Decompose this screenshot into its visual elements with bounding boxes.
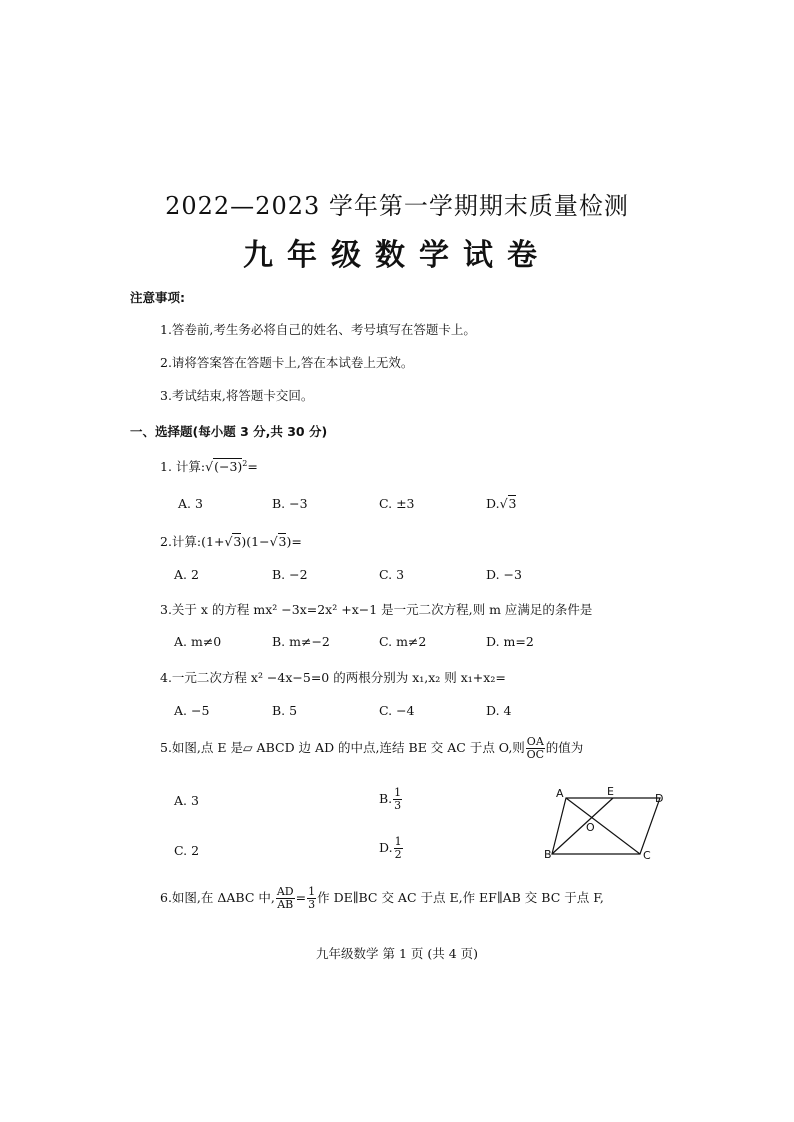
q2-option-d: D. −3: [486, 567, 522, 582]
q5-option-d: [379, 836, 404, 861]
label-o: O: [586, 821, 595, 834]
q3-option-b: B. m≠−2: [272, 634, 330, 649]
q2-root-1: 3: [233, 534, 242, 549]
q1-option-a: A. 3: [178, 496, 203, 511]
q1-option-b: B. −3: [272, 496, 308, 511]
label-c: C: [643, 849, 651, 862]
question-5: [160, 736, 583, 761]
q5-option-b-label: B.: [379, 791, 393, 806]
parallelogram-shape: [552, 798, 660, 854]
question-1: [160, 457, 258, 475]
q5-option-b-frac: [393, 787, 402, 812]
q5-option-c: C. 2: [174, 843, 200, 858]
notice-item-1: 1.答卷前,考生务必将自己的姓名、考号填写在答题卡上。: [160, 322, 476, 337]
q5-prefix: 5.如图,点 E 是▱ ABCD 边 AD 的中点,连结 BE 交 AC 于点 O,则: [160, 740, 525, 755]
frac-den: 3: [308, 898, 316, 911]
q3-option-d: D. m=2: [486, 634, 534, 649]
q1-radicand: (−3): [214, 459, 243, 474]
exam-subject-title: 九年级数学试卷: [243, 238, 551, 273]
q4-option-c: C. −4: [379, 703, 415, 718]
notice-item-2: 2.请将答案答在答题卡上,答在本试卷上无效。: [160, 355, 414, 370]
sqrt-sign: √: [499, 496, 508, 511]
q2-suffix: )=: [286, 534, 302, 549]
question-2: [160, 532, 302, 550]
q5-option-a: A. 3: [174, 793, 199, 808]
q6-prefix: 6.如图,在 ΔABC 中,: [160, 890, 275, 905]
sqrt-sign: √: [269, 534, 278, 549]
sqrt-sign: √: [224, 534, 233, 549]
label-e: E: [607, 785, 614, 798]
q2-option-b: B. −2: [272, 567, 308, 582]
q6-suffix: 作 DE∥BC 交 AC 于点 E,作 EF∥AB 交 BC 于点 F,: [317, 890, 604, 905]
q1-option-d-root: 3: [508, 496, 517, 511]
frac-num: 1: [394, 835, 402, 848]
label-d: D: [655, 792, 664, 805]
frac-den: 2: [394, 848, 402, 861]
q4-option-b: B. 5: [272, 703, 298, 718]
frac-num: 1: [308, 885, 316, 898]
label-b: B: [544, 848, 552, 861]
q1-exponent: 2: [242, 458, 248, 468]
q5-option-b: [379, 787, 403, 812]
question-6: [160, 886, 604, 911]
q3-option-a: A. m≠0: [174, 634, 222, 649]
q2-prefix: 2.计算:(1+: [160, 534, 225, 549]
q1-option-d-label: D.: [486, 496, 500, 511]
q2-option-c: C. 3: [379, 567, 405, 582]
q2-option-a: A. 2: [174, 567, 199, 582]
parallelogram-figure: [540, 784, 675, 864]
q1-option-d: [486, 496, 516, 511]
frac-den: 3: [394, 799, 402, 812]
label-a: A: [556, 787, 564, 800]
notice-item-3: 3.考试结束,将答题卡交回。: [160, 388, 314, 403]
question-3: 3.关于 x 的方程 mx² −3x=2x² +x−1 是一元二次方程,则 m 应满足的条件是: [160, 602, 593, 617]
q5-frac-den: OC: [526, 748, 544, 761]
q5-option-d-label: D.: [379, 840, 393, 855]
q6-fraction-1: [276, 886, 295, 911]
q5-fraction: [526, 736, 545, 761]
section-heading: 一、选择题(每小题 3 分,共 30 分): [130, 424, 328, 439]
q6-fraction-2: [307, 886, 316, 911]
q1-suffix: =: [247, 459, 258, 474]
q1-prefix: 1. 计算:: [160, 459, 206, 474]
frac-num: 1: [394, 786, 402, 799]
notice-heading: 注意事项:: [130, 290, 185, 305]
sqrt-sign: √: [205, 459, 214, 474]
frac-den: AB: [277, 898, 294, 911]
q4-option-d: D. 4: [486, 703, 512, 718]
q5-frac-num: OA: [526, 735, 544, 748]
exam-period-title: 2022—2023 学年第一学期期末质量检测: [165, 192, 629, 220]
q6-equals: =: [295, 890, 307, 905]
q2-root-2: 3: [278, 534, 287, 549]
frac-num: AD: [276, 885, 294, 898]
q3-option-c: C. m≠2: [379, 634, 427, 649]
q2-mid: )(1−: [241, 534, 270, 549]
question-4: 4.一元二次方程 x² −4x−5=0 的两根分别为 x₁,x₂ 则 x₁+x₂=: [160, 670, 506, 685]
page-footer: 九年级数学 第 1 页 (共 4 页): [316, 946, 478, 961]
q5-option-d-frac: [394, 836, 403, 861]
q4-option-a: A. −5: [174, 703, 210, 718]
q5-suffix: 的值为: [545, 740, 584, 755]
q1-option-c: C. ±3: [379, 496, 415, 511]
